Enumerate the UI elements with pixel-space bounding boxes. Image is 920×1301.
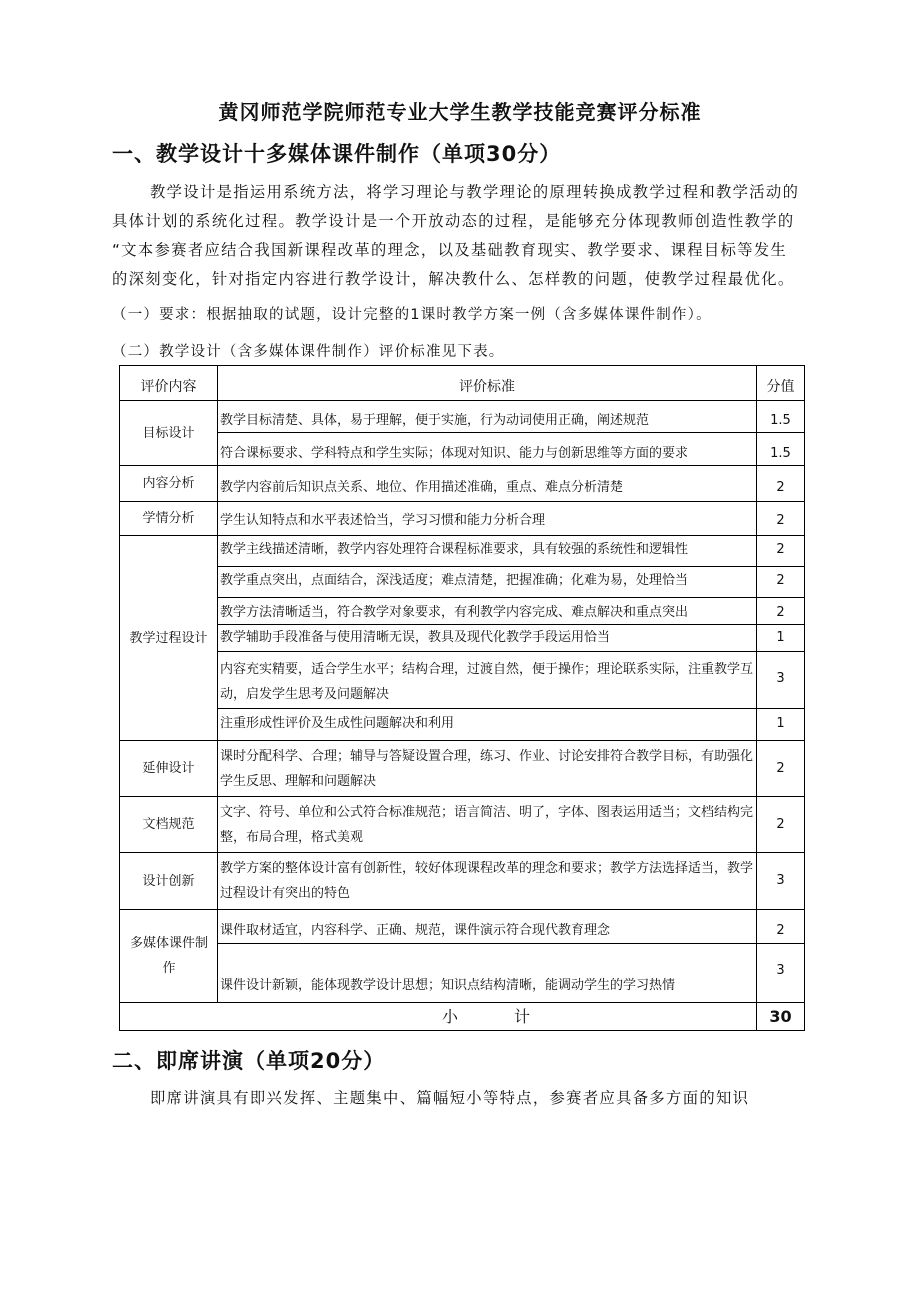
score-value: 2	[776, 480, 785, 495]
section1-para-line: 具体计划的系统化过程。教学设计是一个开放动态的过程，是能够充分体现教师创造性教学的	[112, 212, 795, 230]
section1-heading: 一、教学设计十多媒体课件制作（单项30分）	[112, 142, 562, 166]
header-score: 分值	[766, 379, 795, 395]
category-label: 多媒体课件制作	[129, 936, 208, 976]
category-label: 教学过程设计	[129, 630, 208, 646]
category-label: 设计创新	[142, 873, 195, 889]
category-label: 文档规范	[142, 817, 195, 832]
score-value: 3	[776, 671, 785, 686]
header-criteria: 评价标准	[459, 379, 515, 395]
score-value: 1.5	[770, 413, 791, 428]
score-value: 3	[776, 873, 785, 888]
criterion-text: 教学内容前后知识点关系、地位、作用描述准确，重点、难点分析清楚	[220, 480, 624, 495]
page-title: 黄冈师范学院师范专业大学生教学技能竞赛评分标准	[218, 100, 702, 124]
section2-para: 即席讲演具有即兴发挥、主题集中、篇幅短小等特点，参赛者应具备多方面的知识	[150, 1089, 750, 1107]
section1-para-line: 的深刻变化，针对指定内容进行教学设计，解决教什么、怎样教的问题，使教学过程最优化。	[112, 270, 795, 288]
score-value: 2	[776, 605, 785, 620]
criterion-text: 符合课标要求、学科特点和学生实际；体现对知识、能力与创新思维等方面的要求	[220, 446, 689, 461]
section2-heading: 二、即席讲演（单项20分）	[112, 1049, 386, 1073]
score-value: 1.5	[770, 446, 791, 461]
criterion-text: 教学方法清晰适当，符合教学对象要求，有利教学内容完成、难点解决和重点突出	[220, 605, 689, 620]
category-label: 目标设计	[142, 425, 195, 441]
header-category: 评价内容	[140, 379, 197, 395]
score-value: 2	[776, 573, 785, 588]
subtotal-value: 30	[769, 1007, 792, 1026]
category-label: 学情分析	[142, 511, 195, 526]
criterion-text: 教学主线描述清晰，教学内容处理符合课程标准要求，具有较强的系统性和逻辑性	[220, 542, 689, 557]
criterion-text: 教学辅助手段准备与使用清晰无误，教具及现代化教学手段运用恰当	[220, 630, 611, 645]
criterion-text: 注重形成性评价及生成性问题解决和利用	[220, 716, 455, 731]
score-value: 1	[776, 630, 785, 645]
score-value: 2	[776, 542, 785, 557]
section1-para-line: 教学设计是指运用系统方法，将学习理论与教学理论的原理转换成教学过程和教学活动的	[150, 183, 800, 201]
score-value: 2	[776, 817, 785, 832]
criterion-text: 学生认知特点和水平表述恰当，学习习惯和能力分析合理	[220, 513, 546, 528]
subtotal-label: 小 计	[441, 1007, 532, 1026]
requirement-1: （一）要求：根据抽取的试题，设计完整的1课时教学方案一例（含多媒体课件制作）。	[112, 307, 712, 323]
score-value: 1	[776, 716, 785, 731]
criterion-text: 课件设计新颖，能体现教学设计思想；知识点结构清晰，能调动学生的学习热情	[220, 978, 676, 993]
criterion-text: 内容充实精要，适合学生水平；结构合理，过渡自然，便于操作；理论联系实际，注重教学互动，启发学生思考及问题解决	[220, 662, 754, 702]
section1-para-line: “文本参赛者应结合我国新课程改革的理念，以及基础教育现实、教学要求、课程目标等发生	[112, 241, 788, 259]
criterion-text: 课件取材适宜，内容科学、正确、规范，课件演示符合现代教育理念	[220, 923, 611, 938]
criterion-text: 文字、符号、单位和公式符合标准规范；语言简洁、明了，字体、图表运用适当；文档结构完整，布局合理，格式美观	[220, 805, 754, 845]
score-value: 2	[776, 513, 785, 528]
category-label: 内容分析	[142, 476, 195, 491]
criterion-text: 教学重点突出，点面结合，深浅适度；难点清楚，把握准确；化难为易，处理恰当	[220, 573, 689, 588]
score-value: 3	[776, 963, 785, 978]
criterion-text: 教学目标清楚、具体，易于理解，便于实施，行为动词使用正确，阐述规范	[220, 413, 650, 428]
score-value: 2	[776, 923, 785, 938]
criterion-text: 课时分配科学、合理；辅导与答疑设置合理，练习、作业、讨论安排符合教学目标，有助强化学生反思、理解和问题解决	[220, 749, 754, 789]
criterion-text: 教学方案的整体设计富有创新性，较好体现课程改革的理念和要求；教学方法选择适当，教学过程设计有突出的特色	[220, 861, 754, 901]
score-value: 2	[776, 761, 785, 776]
category-label: 延伸设计	[142, 761, 195, 776]
requirement-2: （二）教学设计（含多媒体课件制作）评价标准见下表。	[112, 344, 505, 360]
